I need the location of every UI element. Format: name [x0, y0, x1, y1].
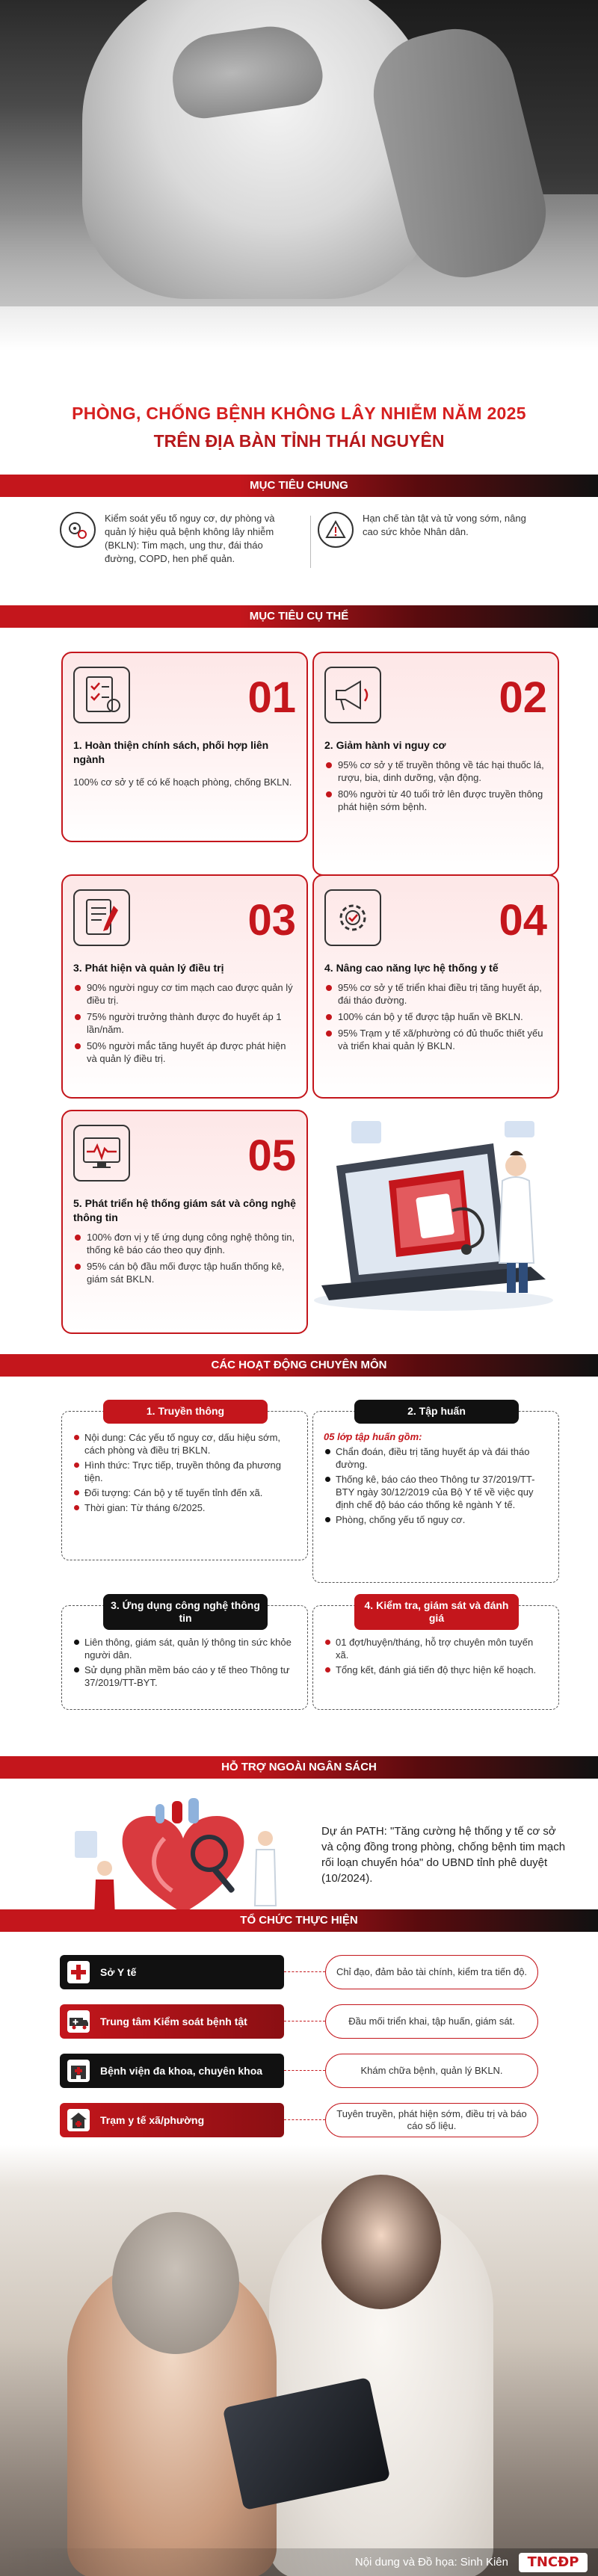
- section-bar-activities: [0, 1354, 598, 1377]
- target-3-item: 75% người trưởng thành được đo huyết áp 1 lần/năm.: [73, 1010, 296, 1036]
- connector-line: [284, 1971, 325, 1972]
- activity-1-item: Thời gian: Từ tháng 6/2025.: [73, 1501, 297, 1514]
- activity-3-item: Liên thông, giám sát, quản lý thông tin sức khỏe người dân.: [73, 1636, 297, 1661]
- activity-title-1: 1. Truyền thông: [103, 1400, 268, 1424]
- hospital-icon: [67, 2060, 90, 2082]
- target-number-2: 02: [499, 673, 547, 722]
- section-title-specific: MỤC TIÊU CỤ THỂ: [249, 610, 349, 623]
- page-title: [0, 404, 598, 451]
- section-title-activities: CÁC HOẠT ĐỘNG CHUYÊN MÔN: [211, 1359, 387, 1371]
- monitor-icon: [73, 1125, 130, 1182]
- clinic-icon: [67, 2109, 90, 2131]
- implementation-row-4: [60, 2103, 538, 2137]
- activity-box-3: [61, 1599, 308, 1710]
- target-text-1: 100% cơ sở y tế có kế hoạch phòng, chống BKLN.: [73, 776, 292, 788]
- section-title-general: MỤC TIÊU CHUNG: [250, 479, 348, 492]
- target-card-1: [61, 652, 308, 842]
- section-title-implementation: TỔ CHỨC THỰC HIỆN: [240, 1914, 358, 1927]
- activity-title-2: 2. Tập huấn: [354, 1400, 519, 1424]
- activity-4-item: Tổng kết, đánh giá tiến độ thực hiện kế hoạch.: [324, 1664, 548, 1676]
- target-2-item: 80% người từ 40 tuổi trở lên được truyền thông phát hiện sớm bệnh.: [324, 788, 547, 813]
- section-bar-budget: [0, 1756, 598, 1779]
- general-goal-2: [318, 512, 557, 548]
- connector-line: [284, 2119, 325, 2120]
- gear-icon: [324, 889, 381, 946]
- activity-box-4: [312, 1599, 559, 1710]
- target-number-1: 01: [247, 673, 296, 722]
- title-line-2: TRÊN ĐỊA BÀN TỈNH THÁI NGUYÊN: [153, 431, 445, 451]
- goal-divider: [310, 516, 311, 568]
- target-2-item: 95% cơ sở y tế truyền thông về tác hại thuốc lá, rượu, bia, dinh dưỡng, vận động.: [324, 759, 547, 784]
- target-title-3: 3. Phát hiện và quản lý điều trị: [73, 962, 224, 974]
- medical-cross-icon: [67, 1961, 90, 1983]
- implementation-desc-3: Khám chữa bệnh, quản lý BKLN.: [325, 2054, 538, 2088]
- footer: [0, 2548, 598, 2576]
- checklist-icon: [73, 667, 130, 723]
- implementation-desc-4: Tuyên truyền, phát hiện sớm, điều trị và báo cáo số liệu.: [325, 2103, 538, 2137]
- target-5-item: 95% cán bộ đầu mối được tập huấn thống kê, giám sát BKLN.: [73, 1260, 296, 1285]
- general-goal-1: [60, 512, 306, 566]
- title-line-1: PHÒNG, CHỐNG BỆNH KHÔNG LÂY NHIỄM NĂM 2025: [72, 404, 526, 423]
- target-4-item: 95% Trạm y tế xã/phường có đủ thuốc thiết yếu và triển khai quản lý BKLN.: [324, 1027, 547, 1052]
- section-bar-implementation: [0, 1909, 598, 1932]
- target-card-2: [312, 652, 559, 876]
- activity-1-item: Nội dung: Các yếu tố nguy cơ, dấu hiệu sớm, cách phòng và điều trị BKLN.: [73, 1431, 297, 1457]
- target-title-1: 1. Hoàn thiện chính sách, phối hợp liên ngành: [73, 739, 269, 765]
- implementation-label-3: Bệnh viện đa khoa, chuyên khoa: [100, 2064, 263, 2077]
- hero-image: [0, 0, 598, 351]
- activity-title-3: 3. Ứng dụng công nghệ thông tin: [103, 1594, 268, 1630]
- implementation-desc-1: Chỉ đạo, đảm bảo tài chính, kiểm tra tiến độ.: [325, 1955, 538, 1989]
- heart-illustration: [60, 1794, 306, 1928]
- target-3-item: 50% người mắc tăng huyết áp được phát hiện và quản lý điều trị.: [73, 1040, 296, 1065]
- budget-text: Dự án PATH: "Tăng cường hệ thống y tế cơ sở và cộng đồng trong phòng, chống bệnh tim mạch rối loạn chuyển hóa" do UBND tỉnh phê duyệt (10/2024).: [321, 1825, 566, 1885]
- target-4-item: 100% cán bộ y tế được tập huấn về BKLN.: [324, 1010, 547, 1023]
- general-goal-2-text: Hạn chế tàn tật và tử vong sớm, nâng cao sức khỏe Nhân dân.: [363, 513, 526, 537]
- implementation-row-2: [60, 2004, 538, 2039]
- implementation-row-1: [60, 1955, 538, 1989]
- target-title-5: 5. Phát triển hệ thống giám sát và công nghệ thông tin: [73, 1197, 296, 1223]
- activity-2-item: Thống kê, báo cáo theo Thông tư 37/2019/TT-BTY ngày 30/12/2019 của Bộ Y tế về việc quy định chế độ báo cáo thống kê ngành Y tế.: [324, 1473, 548, 1511]
- activity-1-item: Hình thức: Trực tiếp, truyền thông đa phương tiện.: [73, 1459, 297, 1484]
- target-card-5: [61, 1110, 308, 1334]
- implementation-label-box-3: [60, 2054, 284, 2088]
- activity-title-4: 4. Kiểm tra, giám sát và đánh giá: [354, 1594, 519, 1630]
- target-number-4: 04: [499, 896, 547, 945]
- activity-box-1: [61, 1405, 308, 1560]
- implementation-desc-2: Đầu mối triển khai, tập huấn, giám sát.: [325, 2004, 538, 2039]
- bottom-photo: [0, 2145, 598, 2576]
- ambulance-icon: [67, 2010, 90, 2033]
- gears-icon: [60, 512, 96, 548]
- megaphone-icon: [324, 667, 381, 723]
- target-card-4: [312, 874, 559, 1099]
- publisher-logo: TNCĐP: [519, 2553, 588, 2572]
- warning-icon: [318, 512, 354, 548]
- implementation-row-3: [60, 2054, 538, 2088]
- target-number-5: 05: [247, 1131, 296, 1180]
- photo-doctor-head: [321, 2175, 441, 2309]
- implementation-label-box-1: [60, 1955, 284, 1989]
- activity-3-item: Sử dụng phần mềm báo cáo y tế theo Thông tư 37/2019/TT-BYT.: [73, 1664, 297, 1689]
- implementation-label-box-2: [60, 2004, 284, 2039]
- implementation-label-1: Sở Y tế: [100, 1965, 137, 1978]
- activity-2-item: Chẩn đoán, điều trị tăng huyết áp và đái tháo đường.: [324, 1445, 548, 1471]
- activity-1-item: Đối tượng: Cán bộ y tế tuyến tỉnh đến xã.: [73, 1486, 297, 1499]
- target-5-item: 100% đơn vị y tế ứng dụng công nghệ thông tin, thống kê báo cáo theo quy định.: [73, 1231, 296, 1256]
- target-number-3: 03: [247, 896, 296, 945]
- section-bar-specific: [0, 605, 598, 628]
- section-bar-general: [0, 475, 598, 497]
- connector-line: [284, 2070, 325, 2071]
- target-title-4: 4. Nâng cao năng lực hệ thống y tế: [324, 962, 499, 974]
- photo-patient-head: [112, 2212, 239, 2354]
- activity-2-item: Phòng, chống yếu tố nguy cơ.: [324, 1513, 548, 1526]
- implementation-label-2: Trung tâm Kiểm soát bệnh tật: [100, 2015, 247, 2027]
- footer-credit: Nội dung và Đồ họa: Sinh Kiên: [354, 2556, 508, 2569]
- document-icon: [73, 889, 130, 946]
- activity-box-2: [312, 1405, 559, 1583]
- target-3-item: 90% người nguy cơ tim mạch cao được quản lý điều trị.: [73, 981, 296, 1007]
- target-card-3: [61, 874, 308, 1099]
- implementation-label-box-4: [60, 2103, 284, 2137]
- section-title-budget: HỖ TRỢ NGOÀI NGÂN SÁCH: [221, 1761, 377, 1773]
- general-goal-1-text: Kiểm soát yếu tố nguy cơ, dự phòng và quản lý hiệu quả bệnh không lây nhiễm (BKLN): Tim mạch, ung thư, đái tháo đường, COPD, hen phế quản.: [105, 513, 275, 564]
- activity-2-subtitle: 05 lớp tập huấn gồm:: [324, 1431, 422, 1442]
- target-4-item: 95% cơ sở y tế triển khai điều trị tăng huyết áp, đái tháo đường.: [324, 981, 547, 1007]
- target-title-2: 2. Giảm hành vi nguy cơ: [324, 739, 446, 751]
- laptop-doctor-illustration: [306, 1114, 553, 1315]
- activity-4-item: 01 đợt/huyện/tháng, hỗ trợ chuyên môn tuyến xã.: [324, 1636, 548, 1661]
- implementation-label-4: Trạm y tế xã/phường: [100, 2113, 205, 2126]
